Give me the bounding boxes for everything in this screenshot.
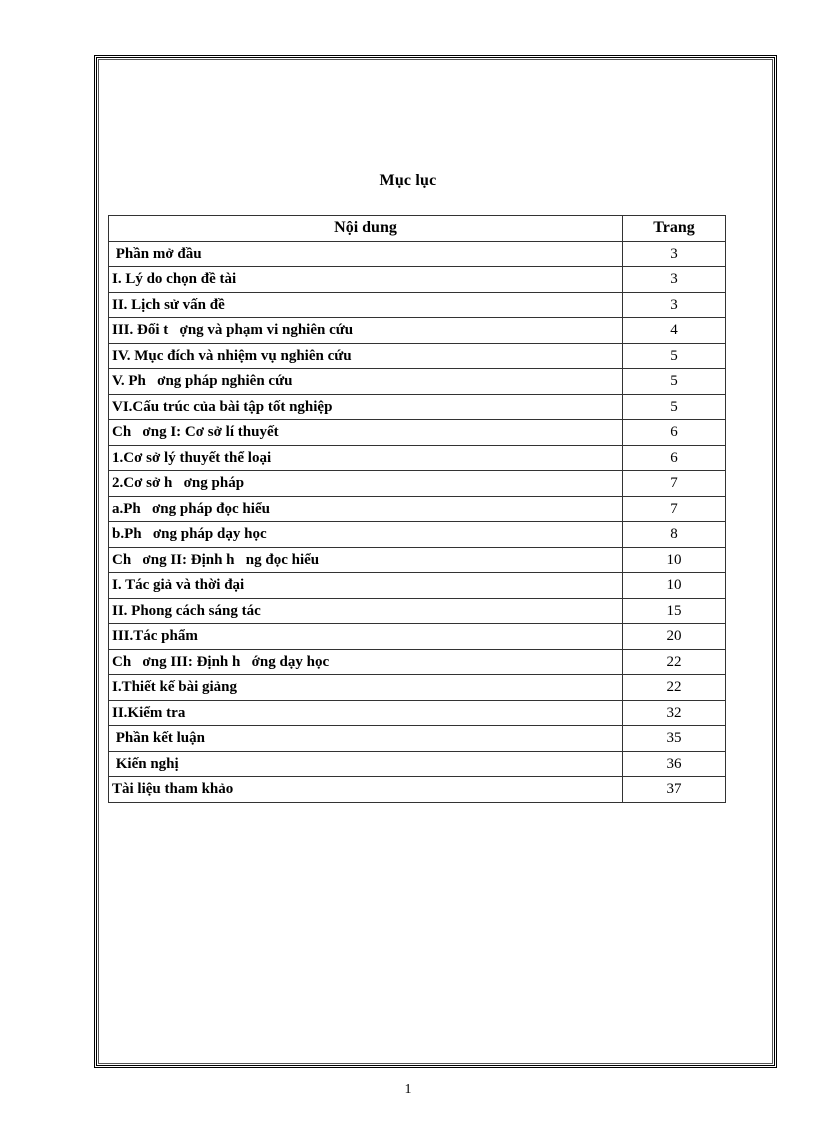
toc-entry-page: 15 — [623, 598, 726, 624]
toc-entry-label: b.Ph ơng pháp dạy học — [109, 522, 623, 548]
toc-entry-label: Kiến nghị — [109, 751, 623, 777]
toc-entry-page: 3 — [623, 292, 726, 318]
table-row — [109, 700, 726, 726]
table-row — [109, 292, 726, 318]
header-content: Nội dung — [109, 216, 623, 242]
toc-entry-page: 4 — [623, 318, 726, 344]
table-row — [109, 598, 726, 624]
toc-entry-label: III. Đối t ợng và phạm vi nghiên cứu — [109, 318, 623, 344]
toc-entry-page: 10 — [623, 573, 726, 599]
table-row — [109, 369, 726, 395]
toc-entry-label: 1.Cơ sở lý thuyết thể loại — [109, 445, 623, 471]
table-row — [109, 343, 726, 369]
table-row — [109, 420, 726, 446]
table-row — [109, 624, 726, 650]
toc-entry-page: 10 — [623, 547, 726, 573]
toc-entry-label: 2.Cơ sở h ơng pháp — [109, 471, 623, 497]
toc-entry-label: I.Thiết kế bài giảng — [109, 675, 623, 701]
table-header-row — [109, 216, 726, 242]
toc-entry-page: 36 — [623, 751, 726, 777]
table-row — [109, 675, 726, 701]
toc-entry-page: 32 — [623, 700, 726, 726]
table-row — [109, 649, 726, 675]
table-row — [109, 726, 726, 752]
toc-entry-label: II.Kiểm tra — [109, 700, 623, 726]
page-number: 1 — [404, 1082, 412, 1097]
table-row — [109, 241, 726, 267]
toc-entry-label: III.Tác phẩm — [109, 624, 623, 650]
toc-entry-label: Ch ơng II: Định h ng đọc hiểu — [109, 547, 623, 573]
toc-entry-page: 7 — [623, 496, 726, 522]
toc-entry-page: 3 — [623, 267, 726, 293]
toc-entry-label: Ch ơng III: Định h ớng dạy học — [109, 649, 623, 675]
toc-entry-page: 22 — [623, 649, 726, 675]
toc-entry-page: 5 — [623, 343, 726, 369]
toc-entry-label: II. Lịch sử vấn đề — [109, 292, 623, 318]
toc-entry-label: Phần kết luận — [109, 726, 623, 752]
toc-entry-label: IV. Mục đích và nhiệm vụ nghiên cứu — [109, 343, 623, 369]
table-row — [109, 318, 726, 344]
table-row — [109, 777, 726, 803]
toc-entry-label: Phần mở đầu — [109, 241, 623, 267]
table-of-contents — [108, 215, 726, 803]
table-row — [109, 267, 726, 293]
table-row — [109, 751, 726, 777]
toc-entry-page: 22 — [623, 675, 726, 701]
toc-entry-label: II. Phong cách sáng tác — [109, 598, 623, 624]
toc-entry-page: 6 — [623, 420, 726, 446]
toc-entry-label: I. Lý do chọn đề tài — [109, 267, 623, 293]
table-row — [109, 522, 726, 548]
toc-entry-page: 5 — [623, 369, 726, 395]
toc-entry-page: 7 — [623, 471, 726, 497]
toc-entry-page: 35 — [623, 726, 726, 752]
toc-entry-page: 37 — [623, 777, 726, 803]
table-row — [109, 573, 726, 599]
table-row — [109, 471, 726, 497]
table-row — [109, 445, 726, 471]
table-row — [109, 496, 726, 522]
toc-entry-label: I. Tác giả và thời đại — [109, 573, 623, 599]
toc-entry-page: 3 — [623, 241, 726, 267]
header-page: Trang — [623, 216, 726, 242]
table-row — [109, 547, 726, 573]
toc-entry-page: 6 — [623, 445, 726, 471]
toc-entry-label: V. Ph ơng pháp nghiên cứu — [109, 369, 623, 395]
toc-entry-label: Tài liệu tham khảo — [109, 777, 623, 803]
table-row — [109, 394, 726, 420]
toc-entry-label: a.Ph ơng pháp đọc hiểu — [109, 496, 623, 522]
page-title: Mục lục — [379, 172, 437, 189]
toc-entry-page: 5 — [623, 394, 726, 420]
toc-entry-page: 20 — [623, 624, 726, 650]
toc-entry-label: Ch ơng I: Cơ sở lí thuyết — [109, 420, 623, 446]
toc-entry-label: VI.Cấu trúc của bài tập tốt nghiệp — [109, 394, 623, 420]
toc-entry-page: 8 — [623, 522, 726, 548]
